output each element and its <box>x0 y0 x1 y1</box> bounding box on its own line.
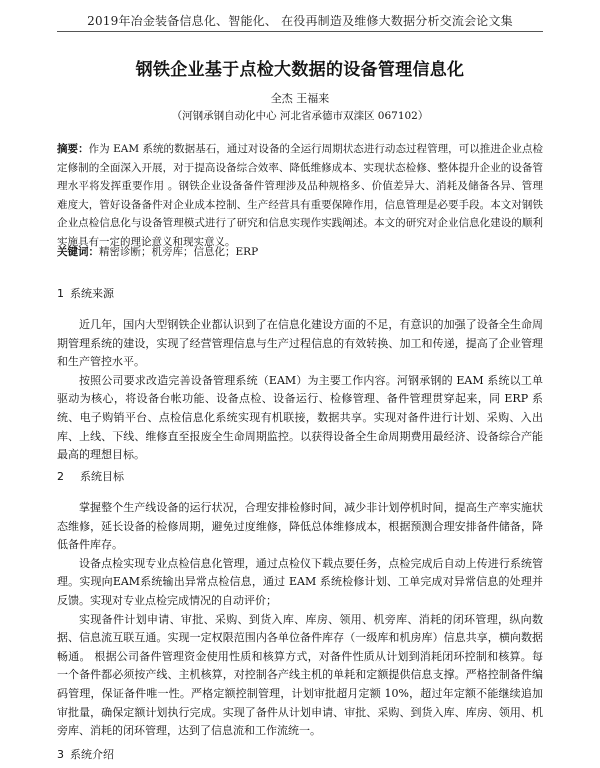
paragraph: 按照公司要求改造完善设备管理系统（EAM）为主要工作内容。河钢承钢的 EAM 系统以工单驱动为核心，将设备台帐功能、设备点检、设备运行、检修管理、备件管理贯穿起来，同 ERP 系统、电子购销平台、点检信息化系统实现有机联接，数据共享。实现对备件进行计划、采购、入出库、上线、下线、维修直至报废全生命周期监控。以获得设备全生命周期费用最经济、设备综合产能最高的理想目标。 <box>57 373 543 462</box>
section-title: 系统目标 <box>80 470 124 483</box>
running-head: 2019年冶金装备信息化、智能化、 在役再制造及维修大数据分析交流会论文集 <box>87 14 513 28</box>
keywords-text: 精密诊断；机旁库；信息化；ERP <box>99 246 259 258</box>
paper-title: 钢铁企业基于点检大数据的设备管理信息化 <box>135 60 465 80</box>
section-2-body <box>57 499 543 741</box>
abstract <box>57 140 543 251</box>
paragraph: 掌握整个生产线设备的运行状况，合理安排检修时间，减少非计划停机时间，提高生产率实施状态维修，延长设备的检修周期，避免过度维修，降低总体维修成本，根据预测合理安排备件储备，降低备件库存。 <box>57 501 543 552</box>
paragraph: 近几年，国内大型钢铁企业都认识到了在信息化建设方面的不足，有意识的加强了设备全生命周期管理系统的建设，实现了经营管理信息与生产过程信息的有效转换、加工和传递，提高了企业管理和生产管控水平。 <box>57 318 543 369</box>
section-number: 1 <box>57 287 64 300</box>
keywords-label: 关键词： <box>57 246 99 258</box>
abstract-text: 作为 EAM 系统的数据基石，通过对设备的全运行周期状态进行动态过程管理，可以推进企业点检定修制的全面深入开展，对于提高设备综合效率、降低维修成本、实现状态检修、整体提升企业的设备管理水平将发挥重要作用 。钢铁企业设备备件管理涉及品种规格多、价值差异大、消耗及储备各异、管理难度大，管好设备备件对企业成本控制、生产经营具有重要保障作用，信息管理是必要手段。本文对钢铁企业点检信息化与设备管理模式进行了研究和信息实现作实践阐述。本文的研究对企业信息化建设的顺利实施具有一定的理论意义和现实意义。 <box>57 143 543 248</box>
section-1-body <box>57 316 543 465</box>
section-title: 系统来源 <box>70 287 114 300</box>
authors: 全杰 王福来 <box>270 92 330 105</box>
section-title: 系统介绍 <box>70 748 114 761</box>
paragraph: 实现备件计划申请、审批、采购、到货入库、库房、领用、机旁库、消耗的闭环管理，纵向数据、信息流互联互通。实现一定权限范围内各单位备件库存（一级库和机房库）信息共享，横向数据畅通。 根据公司备件管理资金使用性质和核算方式，对备件性质从计划到消耗闭环控制和核算。每一个备件都必须按产线、主机核算，对控制各产线主机的单耗和定额提供信息支撑。严格控制备件编码管理，保证备件唯一性。严格定额控制管理，计划审批超月定额 10%，超过年定额不能继续追加审批量，确保定额计划执行完成。实现了备件从计划申请、审批、采购、到货入库、库房、领用、机旁库、消耗的闭环管理，达到了信息流和工作流统一。 <box>57 612 543 738</box>
section-number: 2 <box>57 470 64 483</box>
keywords <box>57 243 543 262</box>
section-number: 3 <box>57 748 64 761</box>
header-rule <box>57 31 543 32</box>
abstract-label: 摘要： <box>57 143 89 155</box>
affiliation: （河钢承钢自动化中心 河北省承德市双滦区 067102） <box>171 110 429 122</box>
section-heading-1 <box>57 285 114 301</box>
section-heading-2 <box>57 468 124 484</box>
section-heading-3 <box>57 746 114 762</box>
paragraph: 设备点检实现专业点检信息化管理，通过点检仪下载点要任务，点检完成后自动上传进行系统管理。实现向EAM系统输出异常点检信息，通过 EAM 系统检修计划、工单完成对异常信息的处理并反馈。实现对专业点检完成情况的自动评价； <box>57 556 543 607</box>
